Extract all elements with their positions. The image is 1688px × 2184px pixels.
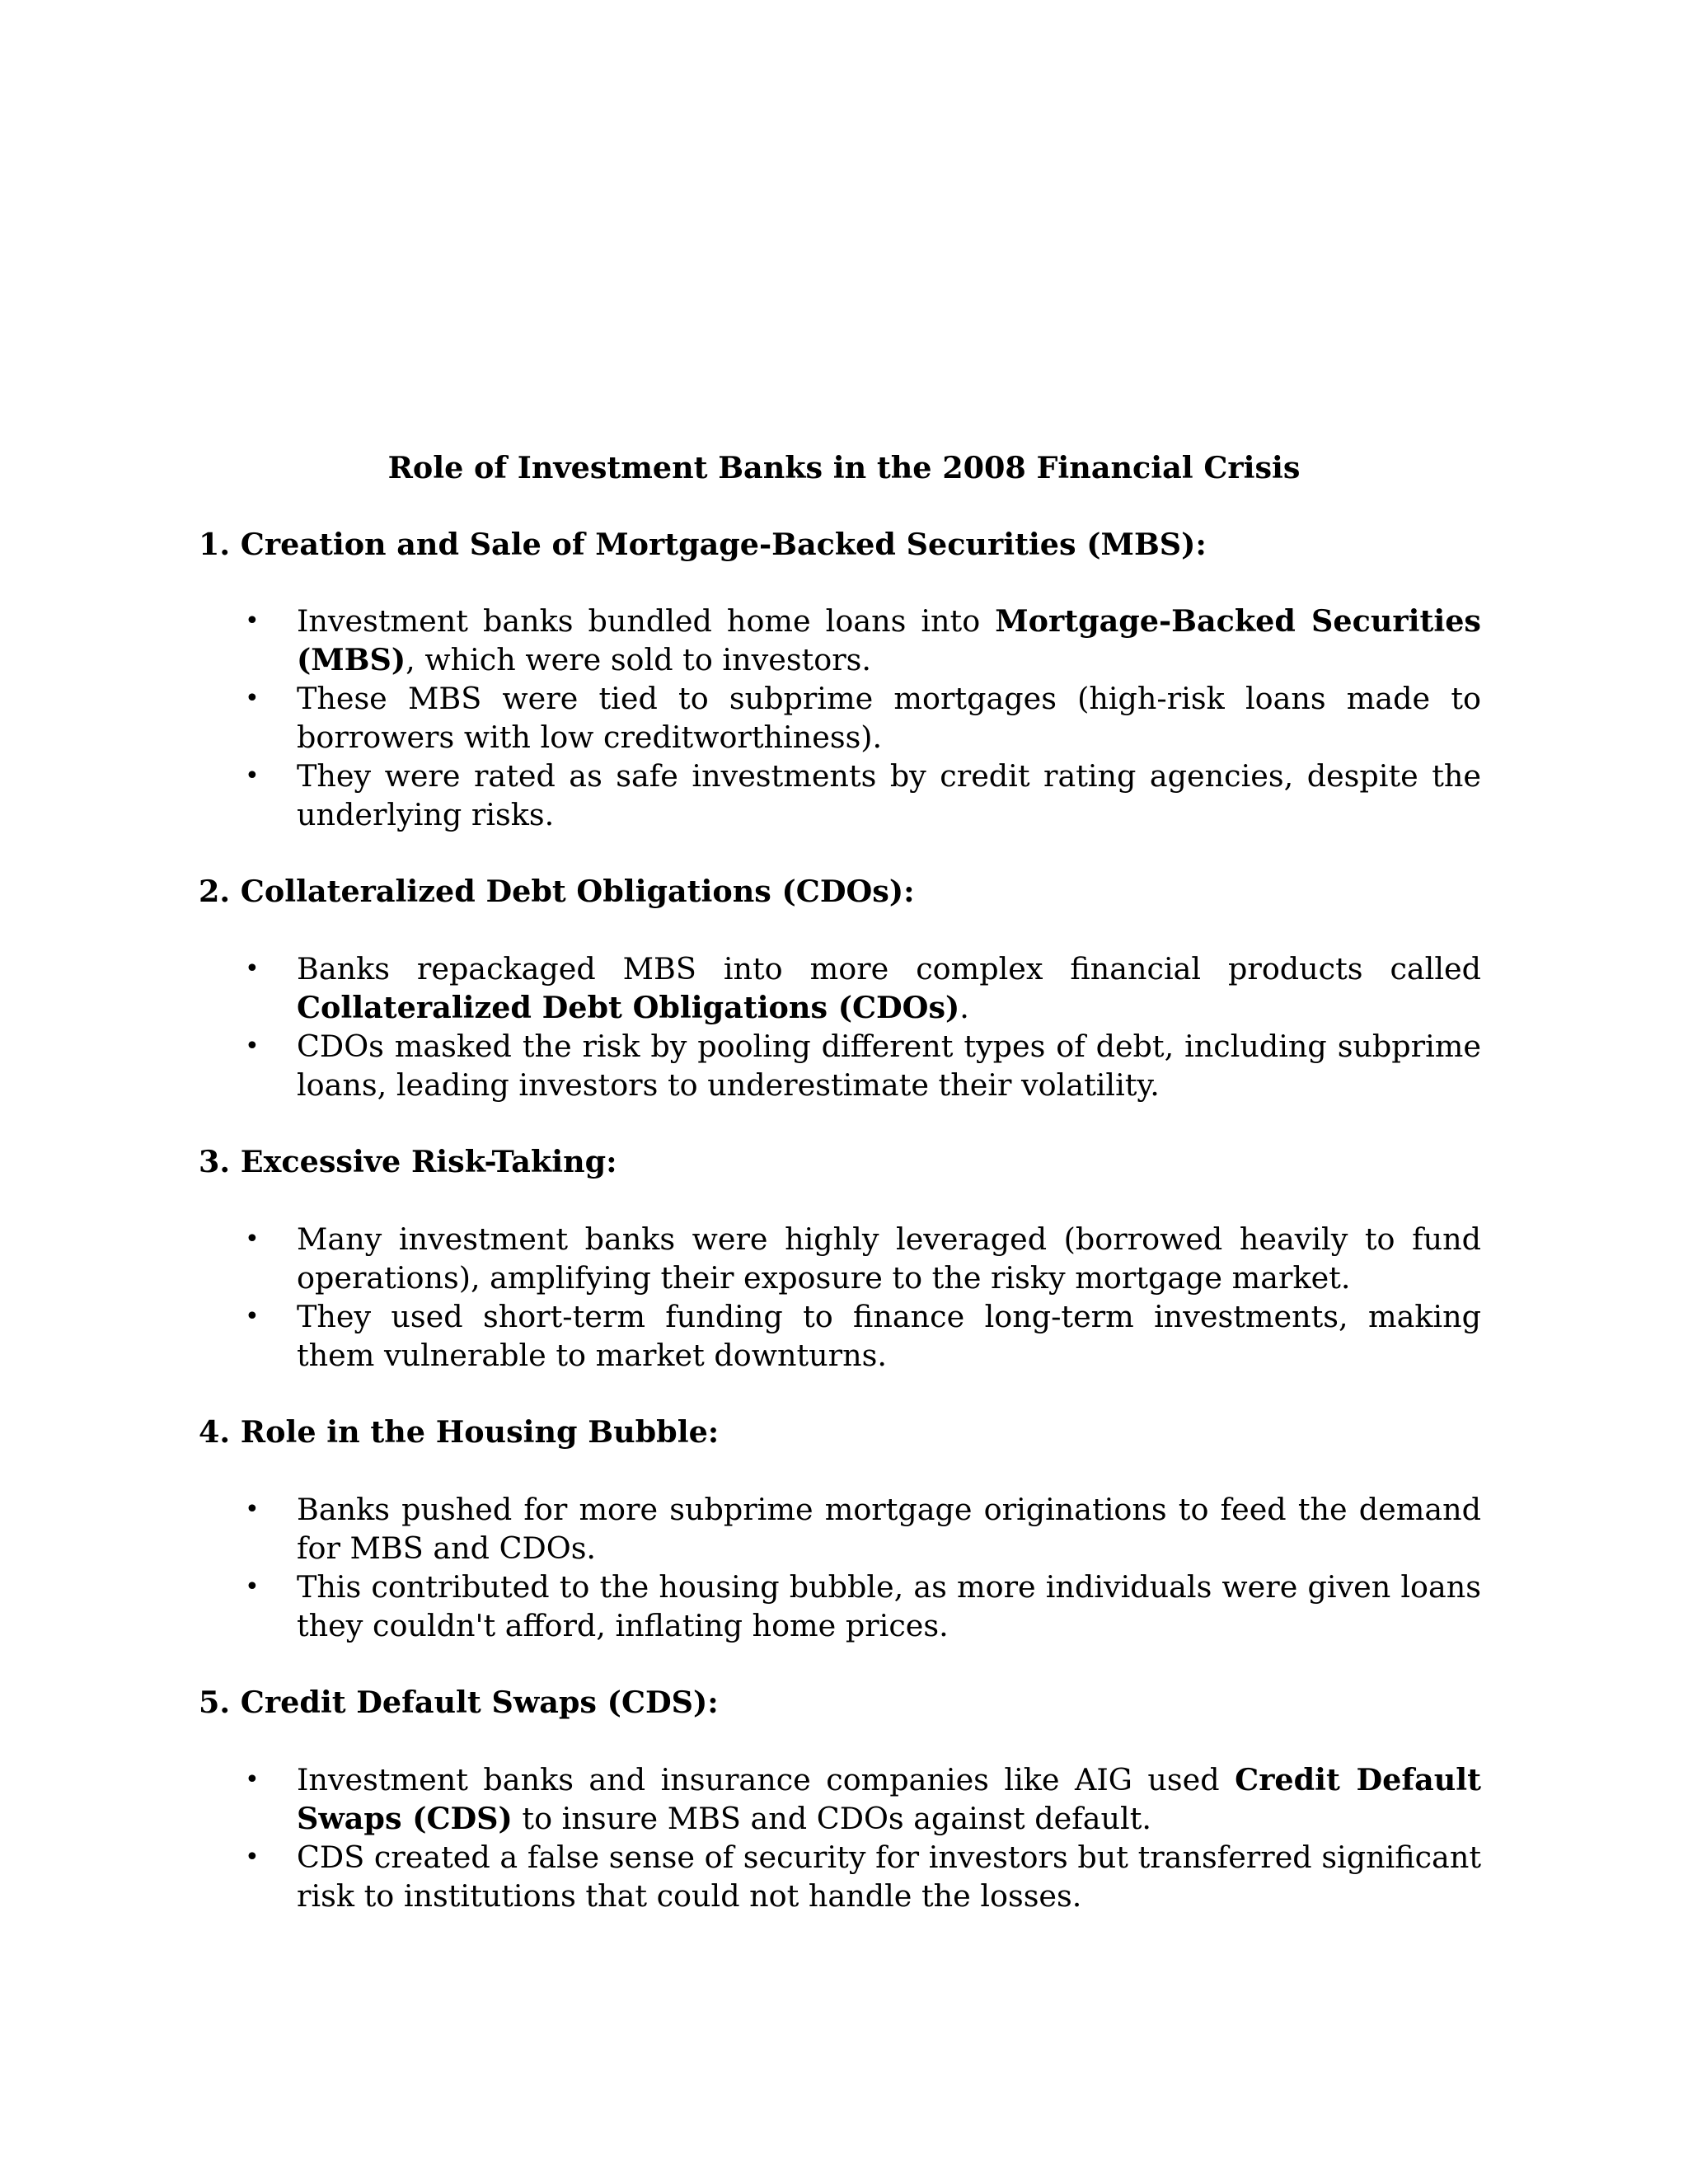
section-list-cdos xyxy=(245,949,1481,1104)
list-item: • Many investment banks were highly leveraged (borrowed heavily to fund operations), amplifying their exposure to the risky mortgage market. xyxy=(245,1221,1481,1296)
section-heading-risk-taking: 3. Excessive Risk-Taking: xyxy=(199,1144,617,1179)
list-item: • Banks repackaged MBS into more complex financial products called Collateralized Debt Obligations (CDOs). xyxy=(245,951,1481,1025)
bullet-icon: • xyxy=(245,954,260,983)
bullet-icon: • xyxy=(245,762,260,790)
section-list-risk-taking xyxy=(245,1220,1481,1375)
section-list-mbs xyxy=(245,602,1481,834)
bullet-icon: • xyxy=(245,1225,260,1254)
section-list-housing-bubble xyxy=(245,1490,1481,1645)
section-heading-cdos: 2. Collateralized Debt Obligations (CDOs): xyxy=(199,874,915,909)
list-item: • These MBS were tied to subprime mortgages (high-risk loans made to borrowers with low creditworthiness). xyxy=(245,681,1481,755)
bullet-icon: • xyxy=(245,1843,260,1872)
list-item: • CDOs masked the risk by pooling different types of debt, including subprime loans, leading investors to underestimate their volatility. xyxy=(245,1029,1481,1103)
section-heading-cds: 5. Credit Default Swaps (CDS): xyxy=(199,1685,719,1720)
list-item: • Investment banks and insurance companies like AIG used Credit Default Swaps (CDS) to insure MBS and CDOs against default. xyxy=(245,1762,1481,1836)
section-list-cds xyxy=(245,1760,1481,1915)
section-heading-mbs: 1. Creation and Sale of Mortgage-Backed Securities (MBS): xyxy=(199,527,1207,562)
bullet-icon: • xyxy=(245,1032,260,1061)
bullet-icon: • xyxy=(245,1765,260,1794)
bullet-icon: • xyxy=(245,684,260,713)
list-item: • Investment banks bundled home loans into Mortgage-Backed Securities (MBS), which were sold to investors. xyxy=(245,603,1481,677)
bullet-icon: • xyxy=(245,1302,260,1331)
bullet-icon: • xyxy=(245,1495,260,1524)
list-item: • They were rated as safe investments by credit rating agencies, despite the underlying risks. xyxy=(245,758,1481,832)
document-title: Role of Investment Banks in the 2008 Financial Crisis xyxy=(387,450,1301,485)
list-item: • They used short-term funding to finance long-term investments, making them vulnerable to market downturns. xyxy=(245,1299,1481,1373)
bold-term: Credit Default Swaps (CDS) xyxy=(297,1762,1481,1836)
list-item: • Banks pushed for more subprime mortgage originations to feed the demand for MBS and CDOs. xyxy=(245,1492,1481,1566)
bullet-icon: • xyxy=(245,1572,260,1601)
bold-term: Mortgage-Backed Securities (MBS) xyxy=(297,603,1481,677)
section-heading-housing-bubble: 4. Role in the Housing Bubble: xyxy=(199,1414,720,1450)
bold-term: Collateralized Debt Obligations (CDOs) xyxy=(297,990,960,1025)
list-item: • This contributed to the housing bubble, as more individuals were given loans they couldn't afford, inflating home prices. xyxy=(245,1569,1481,1643)
list-item: • CDS created a false sense of security for investors but transferred significant risk to institutions that could not handle the losses. xyxy=(245,1840,1481,1914)
bullet-icon: • xyxy=(245,607,260,635)
